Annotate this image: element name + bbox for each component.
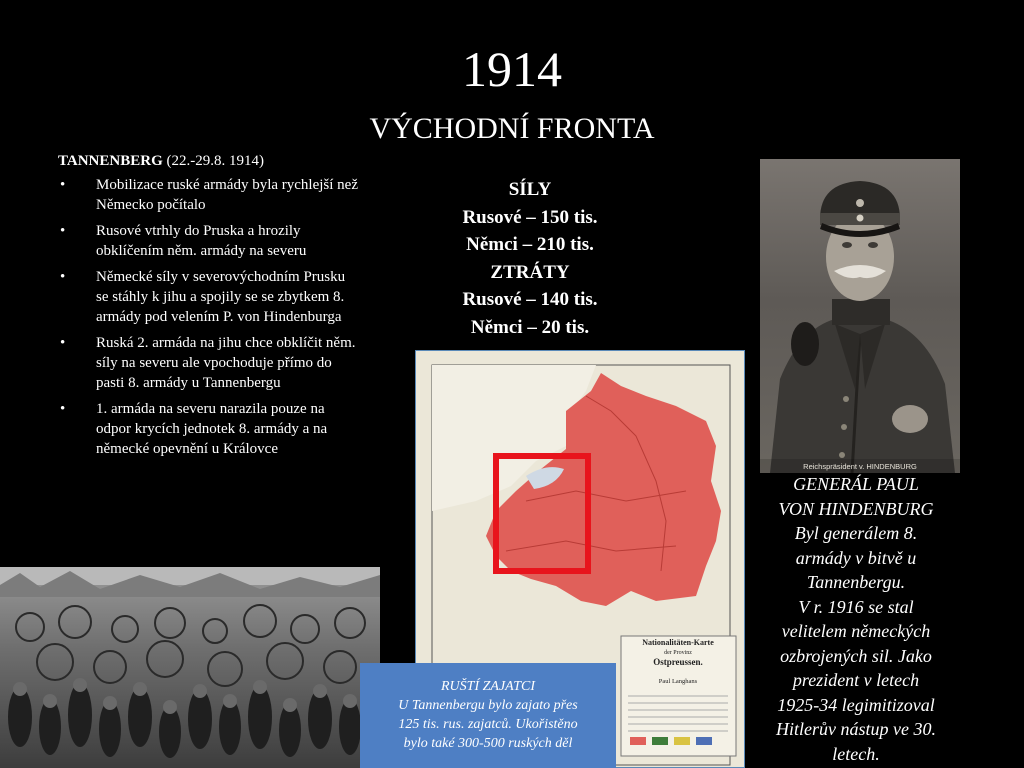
hindenburg-caption-line: 1925-34 legimitizoval [777,694,935,715]
hindenburg-caption-line: V r. 1916 se stal [798,596,914,617]
pow-text-line: bylo také 300-500 ruských děl [403,736,573,751]
hindenburg-caption-line: Tannenbergu. [806,572,906,592]
hindenburg-portrait-photo [760,159,960,473]
bullet-item [58,175,358,215]
prisoners-photo-drawing [0,567,380,768]
pow-title: RUŠTÍ ZAJATCI [441,679,535,694]
forces-russians: Rusové – 150 tis. [462,206,598,228]
losses-russians: Rusové – 140 tis. [462,289,598,310]
russian-prisoners-info-box [360,663,616,768]
losses-heading: ZTRÁTY [490,261,570,283]
pow-text-line: 125 tis. rus. zajatců. Ukořistěno [398,717,578,732]
bullet-text: Německé síly v severovýchodním Prusku se stáhly k jihu a spojily se se zbytkem 8. armády pod velením P. von Hindenburga [96,269,346,325]
hindenburg-caption-line: letech. [832,743,880,764]
pow-text-line: U Tannenbergu bylo zajato přes [398,698,578,713]
bullet-item [58,267,358,327]
bullet-item [58,333,358,393]
hindenburg-caption-line: GENERÁL PAUL [793,474,919,494]
slide-title-year: 1914 [462,41,562,97]
portrait-caption-svg [760,459,960,473]
bullet-item [58,399,358,459]
hindenburg-caption-line: Byl generálem 8. [794,523,918,543]
russian-prisoners-photo [0,567,380,768]
tannenberg-heading [58,151,358,171]
hindenburg-caption-line: velitelem německých [781,621,931,641]
hindenburg-caption [755,472,957,766]
bullet-dot: • [60,401,66,417]
map-legend-title: Nationalitäten-Karte [642,638,714,647]
bullet-dot: • [60,335,66,351]
losses-germans: Němci – 20 tis. [470,316,590,338]
tannenberg-bullet-list [58,175,358,459]
portrait-caption-text: Reichspräsident v. HINDENBURG [803,462,917,471]
bullet-text: 1. armáda na severu narazila pouze na odpor krycích jednotek 8. armády a na německé opevnění u Královce [96,401,328,457]
forces-germans: Němci – 210 tis. [466,234,594,255]
bullet-dot: • [60,177,66,193]
map-legend-region: Ostpreussen. [653,657,703,667]
tannenberg-heading-bold: TANNENBERG [58,153,163,169]
hindenburg-caption-line: prezident v letech [792,670,920,690]
hindenburg-portrait-drawing [760,159,960,473]
bullet-dot: • [60,269,66,285]
tannenberg-text-panel [58,151,358,465]
hindenburg-caption-line: VON HINDENBURG [778,498,934,519]
hindenburg-caption-line: Hitlerův nástup ve 30. [776,719,936,739]
tannenberg-area-highlight [493,453,591,574]
tannenberg-heading-dates: (22.-29.8. 1914) [162,153,264,169]
bullet-text: Ruská 2. armáda na jihu chce obklíčit něm. síly na severu ale vpochoduje přímo do pasti 8. armády u Tannenbergu [96,335,356,391]
bullet-text: Rusové vtrhly do Pruska a hrozily obklíčením něm. armády na severu [96,223,307,259]
hindenburg-caption-line: ozbrojených sil. Jako [780,645,932,666]
bullet-item [58,221,358,261]
hindenburg-caption-line: armády v bitvě u [795,547,917,568]
forces-heading: SÍLY [508,179,552,200]
forces-losses-summary [420,176,640,341]
portrait-caption-strip [760,459,960,473]
map-legend-subtitle: der Provinz [664,650,692,656]
map-legend-author: Paul Langhans [658,678,698,685]
slide-subtitle: VÝCHODNÍ FRONTA [369,112,655,145]
bullet-text: Mobilizace ruské armády byla rychlejší než Německo počítalo [96,177,358,213]
bullet-dot: • [60,223,66,239]
